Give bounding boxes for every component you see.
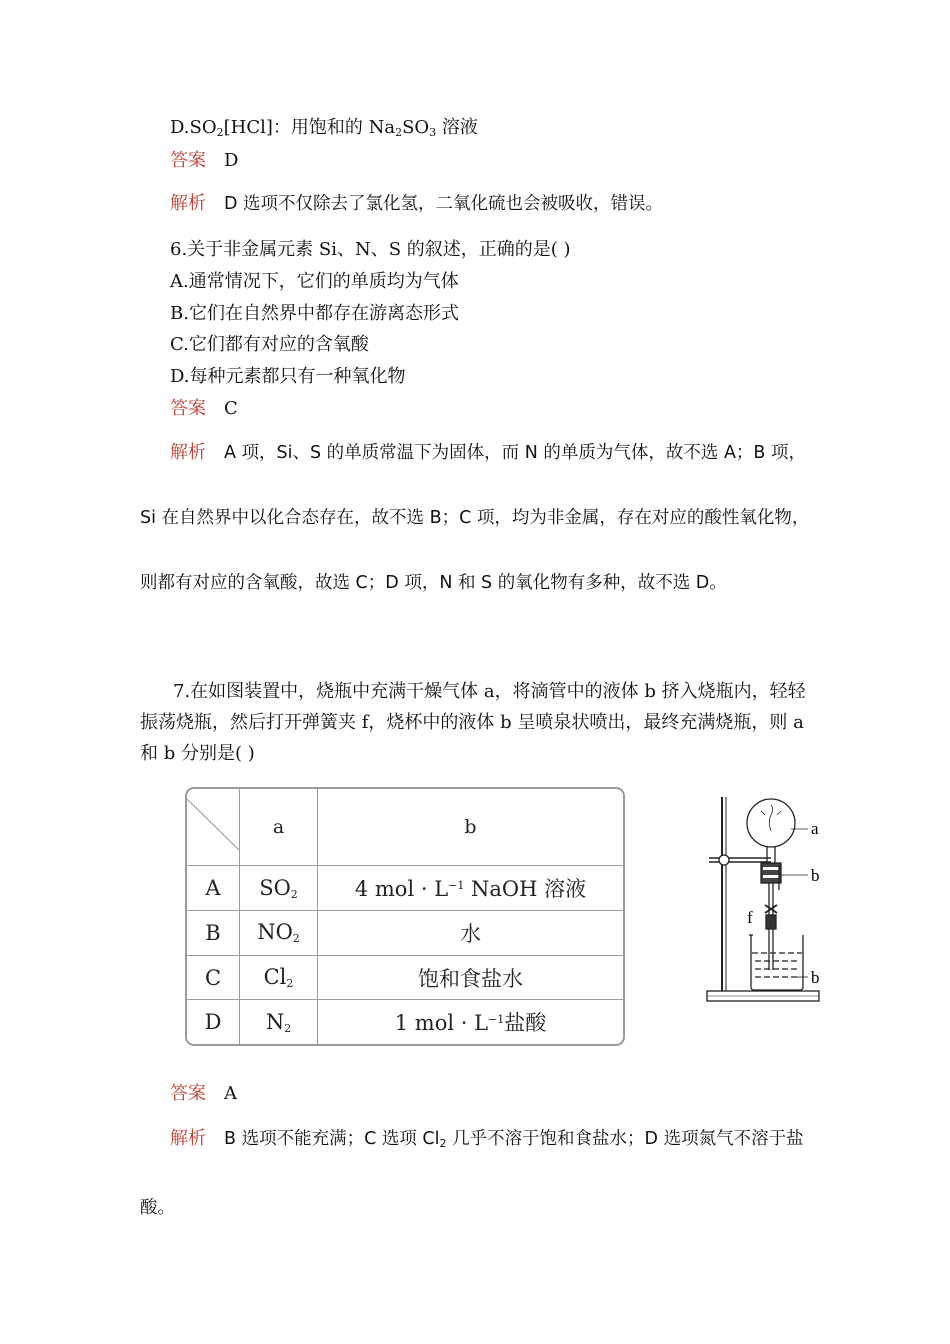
q6-explanation: 解析 A 项，Si、S 的单质常温下为固体，而 N 的单质为气体，故不选 A；B 项，Si 在自然界中以化合态存在，故不选 B；C 项，均为非金属，存在对应的酸性氧化物，则都有对应的含氧酸，故选 C；D 项，N 和 S 的氧化物有多种，故不选 D。 bbox=[140, 442, 810, 593]
q6-option-d: D.每种元素都只有一种氧化物 bbox=[170, 366, 406, 387]
diagram-label-a: a bbox=[811, 819, 819, 838]
table-corner bbox=[187, 789, 240, 866]
header-a: a bbox=[240, 789, 318, 866]
options-table bbox=[185, 787, 625, 1046]
q6-option-c: C.它们都有对应的含氧酸 bbox=[170, 334, 369, 355]
table-row: C $Cl_2$ 饱和食盐水 bbox=[187, 955, 623, 1000]
q7-stem: 7.在如图装置中，烧瓶中充满干燥气体 a，将滴管中的液体 b 挤入烧瓶内，轻轻振荡烧瓶，然后打开弹簧夹 f，烧杯中的液体 b 呈喷泉状喷出，最终充满烧瓶，则 a 和 b 分别是( ) bbox=[140, 681, 806, 764]
q5-option-d: $D.SO_2[HCl]$：用饱和的 $Na_2SO_3$ 溶液 bbox=[170, 117, 478, 139]
q6-option-b: B.它们在自然界中都存在游离态形式 bbox=[170, 303, 459, 324]
table-row: B $NO_2$ 水 bbox=[187, 910, 623, 955]
explanation-label: 解析 bbox=[170, 442, 206, 463]
q6-answer: 答案 C bbox=[170, 398, 238, 419]
answer-label: 答案 bbox=[170, 150, 206, 171]
q6-stem: 6.关于非金属元素 Si、N、S 的叙述，正确的是( ) bbox=[170, 239, 571, 260]
q7-answer: 答案 A bbox=[170, 1083, 237, 1104]
diagonal-line bbox=[187, 799, 239, 850]
table-row: A $SO_2$ 4 mol · $L^{-1}$ NaOH 溶液 bbox=[187, 866, 623, 911]
fountain-apparatus-diagram bbox=[705, 795, 835, 1010]
explanation-label: 解析 bbox=[170, 193, 206, 214]
header-b: b bbox=[318, 789, 624, 866]
diagram-label-b-bottom: b bbox=[811, 968, 820, 987]
table-row: D $N_2$ 1 mol · $L^{-1}$盐酸 bbox=[187, 1000, 623, 1044]
answer-label: 答案 bbox=[170, 398, 206, 419]
explanation-label: 解析 bbox=[170, 1128, 206, 1149]
q5-explanation: 解析 D 选项不仅除去了氯化氢，二氧化硫也会被吸收，错误。 bbox=[170, 193, 664, 214]
q7-explanation: 解析 B 选项不能充满；C 选项 $Cl_2$ 几乎不溶于饱和食盐水；D 选项氮气不溶于盐酸。 bbox=[140, 1128, 804, 1218]
q6-option-a: A.通常情况下，它们的单质均为气体 bbox=[170, 271, 459, 292]
q5-answer: 答案 D bbox=[170, 150, 239, 171]
diagram-label-f: f bbox=[747, 908, 753, 927]
diagram-label-b-top: b bbox=[811, 866, 820, 885]
answer-label: 答案 bbox=[170, 1083, 206, 1104]
